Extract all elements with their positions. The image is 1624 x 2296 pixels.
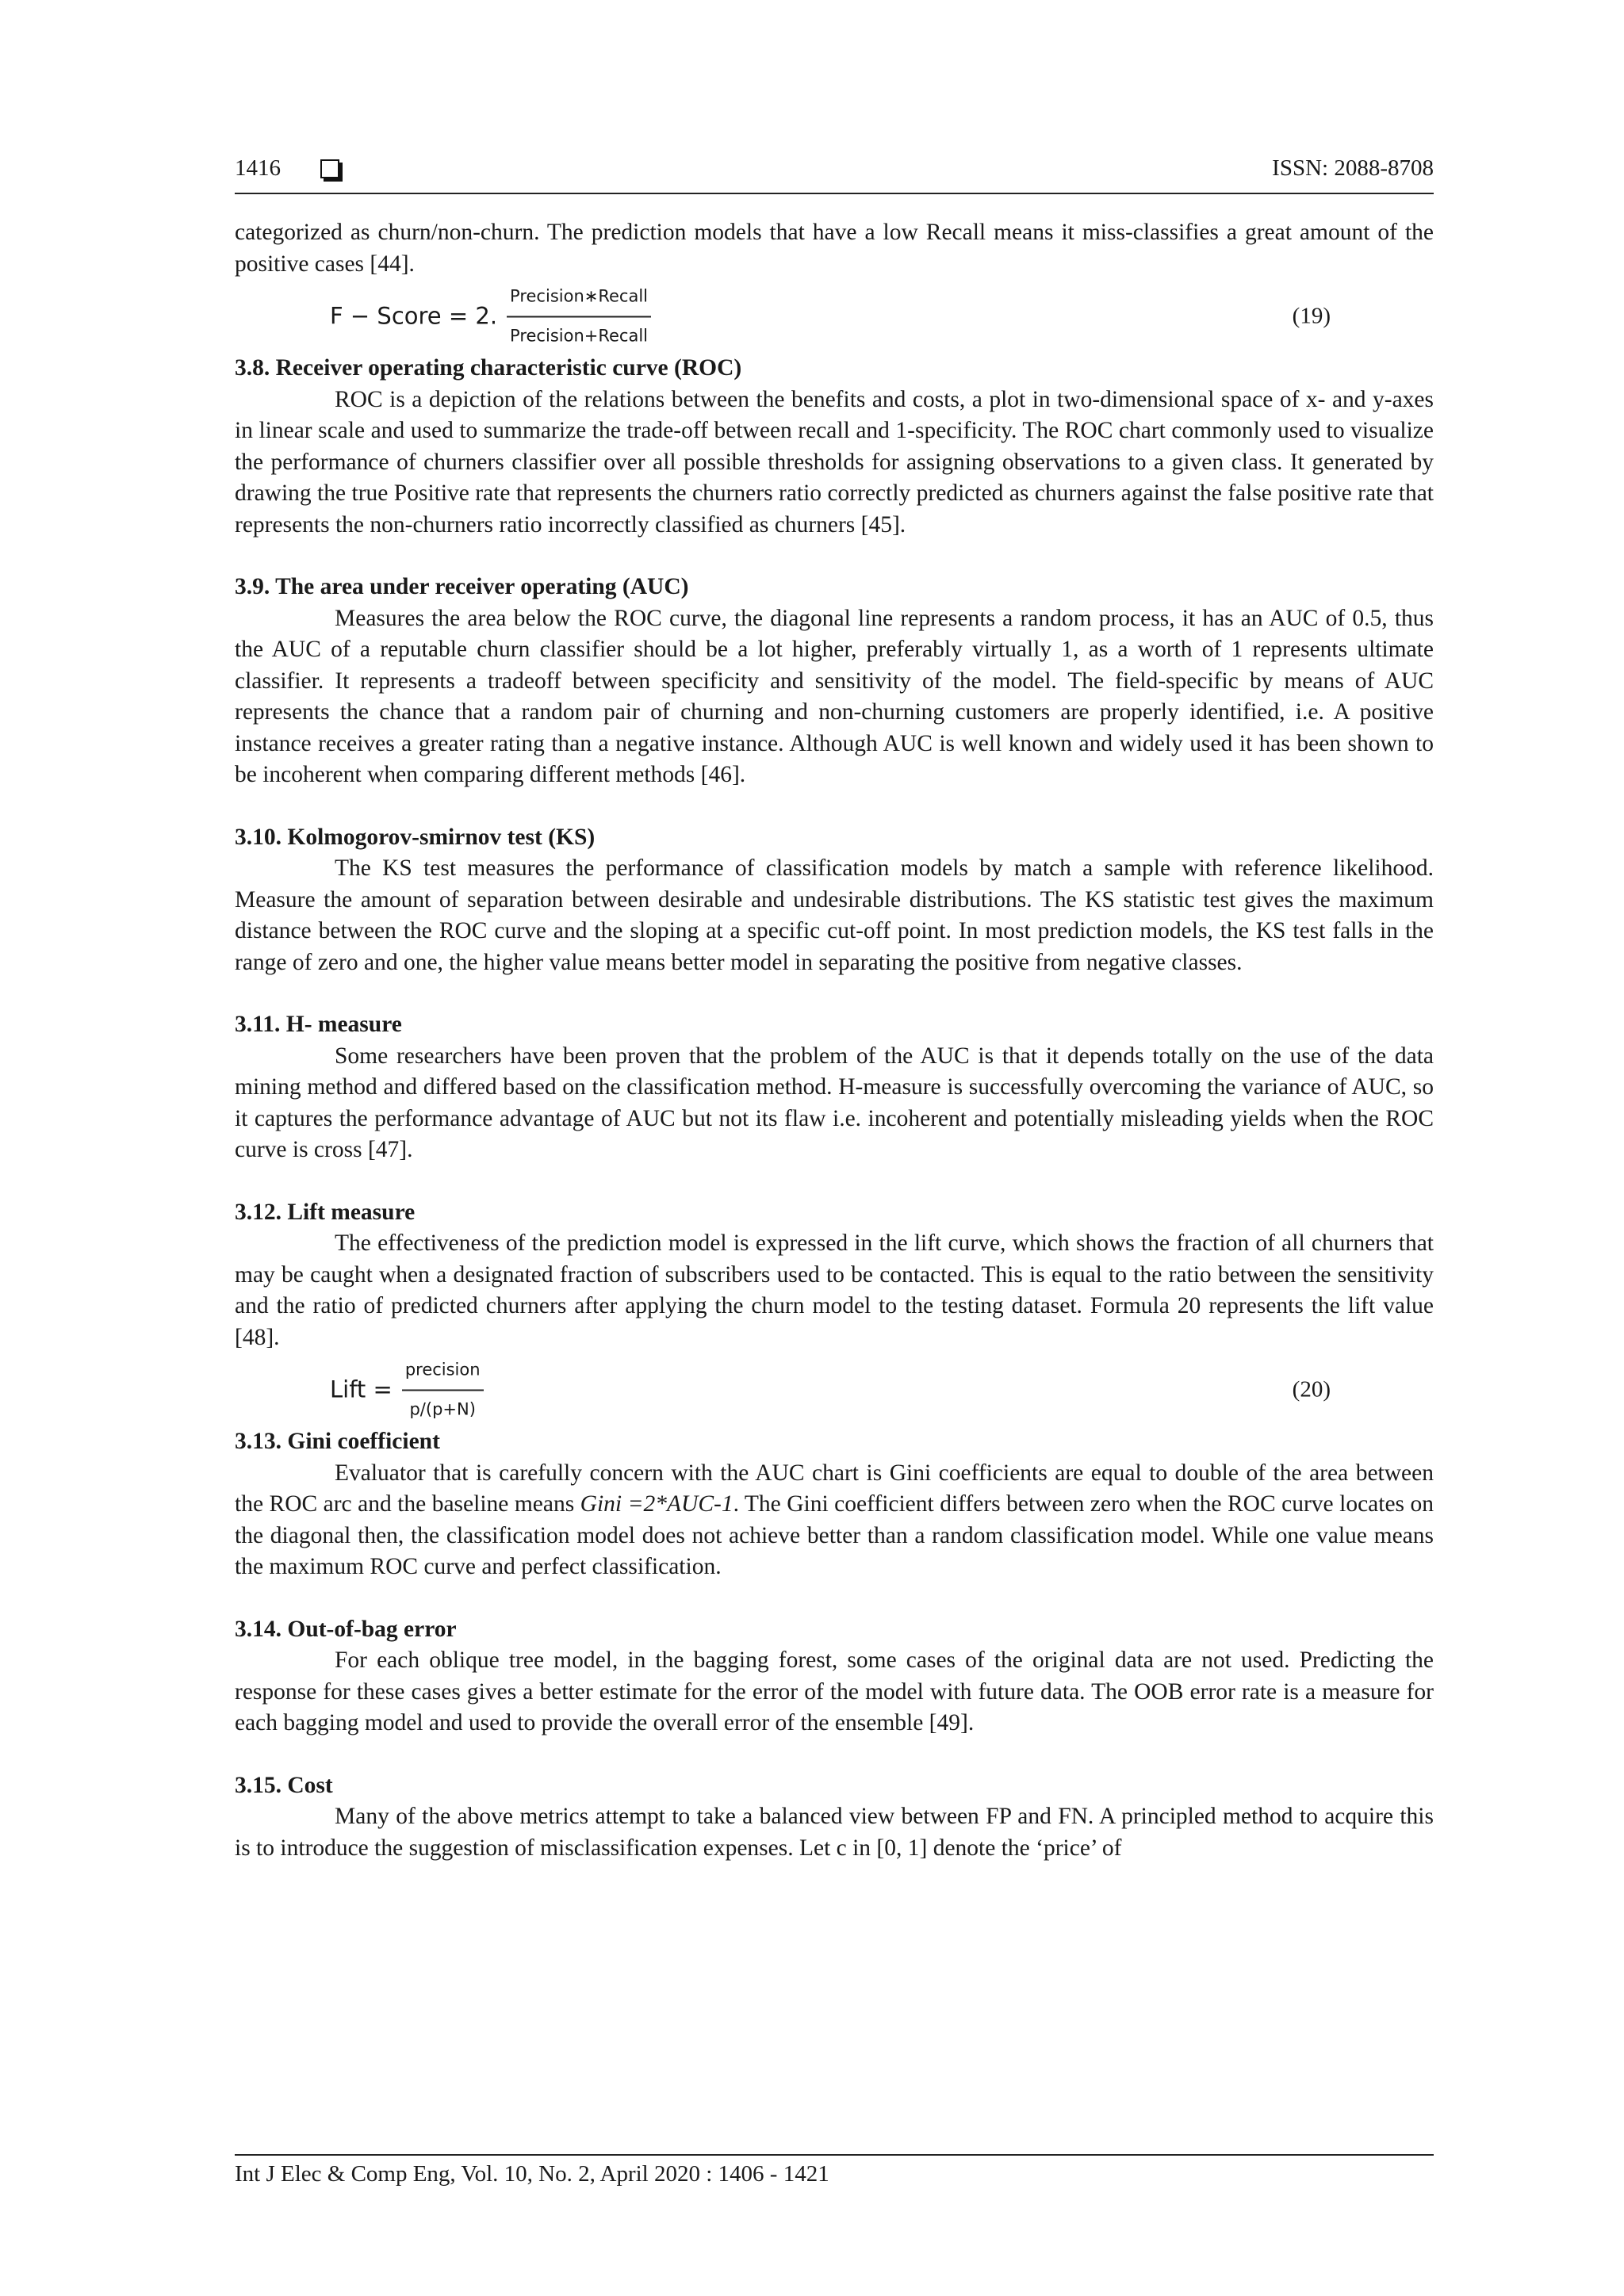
square-bullet-icon [320,159,339,178]
equation-20-body [330,1355,484,1425]
equation-19-body [330,281,651,352]
equation-19-numerator: Precision∗Recall [507,281,651,318]
section-3-12-body: The effectiveness of the prediction model is expressed in the lift curve, which shows the fraction of all churners that may be caught when a designated fraction of subscribers used to be contacted. This is equal to the ratio between the sensitivity and the ratio of predicted churners after applying the churn model to the testing dataset. Formula 20 represents the lift value [48]. [235,1230,1434,1350]
page-body [235,217,1434,1864]
section-3-12-title: 3.12. Lift measure [235,1199,416,1225]
section-3-15-title: 3.15. Cost [235,1772,333,1798]
section-3-11-body: Some researchers have been proven that the problem of the AUC is that it depends totally on the use of the data mining method and differed based on the classification method. H-measure is successfully overcoming the variance of AUC, so it captures the performance advantage of AUC but not its flaw i.e. incoherent and potentially misleading yields when the ROC curve is cross [47]. [235,1043,1434,1162]
equation-20-lhs: Lift = [330,1376,393,1403]
equation-19-number: (19) [1292,303,1331,329]
footer-rule [235,2154,1434,2156]
intro-paragraph: categorized as churn/non-churn. The prediction models that have a low Recall means it miss-classifies a great amount of the positive cases [44]. [235,220,1434,277]
page-number: 1416 [235,155,281,181]
section-3-10-body: The KS test measures the performance of classification models by match a sample with reference likelihood. Measure the amount of separation between desirable and undesirable distributions. The KS statistic test gives the maximum distance between the ROC curve and the sloping at a specific cut-off point. In most prediction models, the KS test falls in the range of zero and one, the higher value means better model in separating the positive from negative classes. [235,855,1434,975]
spacer [235,1583,1434,1614]
section-3-14-title: 3.14. Out-of-bag error [235,1616,457,1642]
page-header [235,155,1434,182]
section-3-11-title: 3.11. H- measure [235,1012,402,1037]
section-3-9-title: 3.9. The area under receiver operating (AUC) [235,574,689,599]
footer-citation: Int J Elec & Comp Eng, Vol. 10, No. 2, April 2020 : 1406 - 1421 [235,2161,829,2187]
section-3-9-body: Measures the area below the ROC curve, the diagonal line represents a random process, it has an AUC of 0.5, thus the AUC of a reputable churn classifier should be a lot higher, preferably virtually 1, as a worth of 1 represents ultimate classifier. It represents a tradeoff between specificity and sensitivity of the model. The field-specific by means of AUC represents the chance that a random pair of churning and non-churning customers are properly identified, i.e. A positive instance receives a greater rating than a negative instance. Although AUC is well known and widely used it has been shown to be incoherent when comparing different methods [46]. [235,605,1434,787]
section-3-8-title: 3.8. Receiver operating characteristic curve (ROC) [235,355,742,381]
equation-19-fraction [507,281,651,352]
section-3-13-body-b: . The Gini coefficient differs between zero when the ROC curve locates on the diagonal then, the classification model does not achieve better than a random classification model. While one value means the maximum ROC curve and perfect classification. [235,1491,1434,1579]
header-left [235,155,339,182]
section-3-13-body-a: Evaluator that is carefully concern with the AUC chart is Gini coefficients are equal to double of the area between the ROC arc and the baseline means [235,1460,1434,1517]
issn: ISSN: 2088-8708 [1272,155,1434,181]
section-3-13-body [235,1458,1434,1583]
equation-19-denominator: Precision+Recall [510,326,648,345]
spacer [235,791,1434,822]
spacer [235,978,1434,1009]
spacer [235,1166,1434,1197]
equation-19-lhs: F − Score = 2. [330,302,498,330]
section-3-10-title: 3.10. Kolmogorov-smirnov test (KS) [235,824,596,850]
equation-20-denominator: p/(p+N) [409,1399,476,1418]
spacer [235,541,1434,572]
section-3-15-body: Many of the above metrics attempt to take a balanced view between FP and FN. A principled method to acquire this is to introduce the suggestion of misclassification expenses. Let c in [0, 1] denote the ‘price’ of [235,1804,1434,1861]
equation-20-numerator: precision [402,1355,484,1391]
header-rule [235,193,1434,194]
equation-20-fraction [402,1355,484,1425]
section-3-13-title: 3.13. Gini coefficient [235,1429,440,1454]
gini-formula: Gini =2*AUC-1 [580,1491,733,1517]
equation-19 [235,280,1434,353]
section-3-8-body: ROC is a depiction of the relations between the benefits and costs, a plot in two-dimensional space of x- and y-axes in linear scale and used to summarize the trade-off between recall and 1-specificity. The ROC chart commonly used to visualize the performance of churners classifier over all possible thresholds for assigning observations to a given class. It generated by drawing the true Positive rate that represents the churners ratio correctly predicted as churners against the false positive rate that represents the non-churners ratio incorrectly classified as churners [45]. [235,386,1434,538]
spacer [235,1739,1434,1770]
equation-20 [235,1353,1434,1426]
section-3-14-body: For each oblique tree model, in the bagging forest, some cases of the original data are not used. Predicting the response for these cases gives a better estimate for the error of the model with future data. The OOB error rate is a measure for each bagging model and used to provide the overall error of the ensemble [49]. [235,1647,1434,1735]
equation-20-number: (20) [1292,1376,1331,1402]
